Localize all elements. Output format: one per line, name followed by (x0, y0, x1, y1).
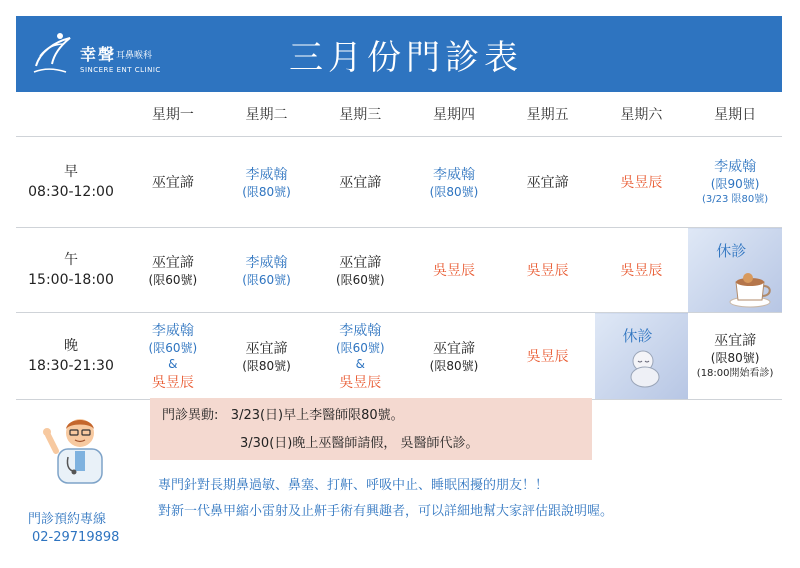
doctor-name: 巫宜諦 (526, 175, 569, 191)
patient-limit: (3/23 限80號) (702, 194, 769, 205)
patient-limit: (限80號) (429, 359, 479, 373)
notice-line-1 (162, 404, 404, 423)
doctor-cell (501, 137, 595, 228)
patient-limit: (限80號) (242, 185, 291, 199)
notice-text-1: 3/23(日)早上李醫師限80號。 (230, 408, 404, 423)
doctor-cell (220, 228, 314, 313)
closed-cell (688, 228, 782, 313)
patient-limit: (限80號) (710, 351, 760, 365)
doctor-name: 吳昱辰 (526, 263, 569, 279)
booking-hotline-label: 門診預約專線 (28, 512, 107, 527)
day-header: 星期四 (407, 92, 501, 137)
sleeping-baby-icon (625, 347, 665, 389)
doctor-name: 李威翰 (339, 323, 382, 339)
closed-label: 休診 (622, 327, 653, 345)
clinic-logo (30, 26, 190, 82)
time-slot-cell (16, 137, 126, 228)
doctor-cell (220, 313, 314, 400)
patient-limit: (18:00開始看診) (696, 368, 774, 379)
doctor-name: 吳昱辰 (620, 263, 663, 279)
doctor-cell (501, 313, 595, 400)
coffee-cup-icon (728, 268, 774, 308)
patient-limit: (限60號) (242, 273, 291, 287)
day-header: 星期二 (220, 92, 314, 137)
doctor-cell (407, 228, 501, 313)
doctor-name: 巫宜諦 (432, 341, 475, 357)
day-header: 星期六 (595, 92, 689, 137)
doctor-name: 吳昱辰 (432, 263, 475, 279)
doctor-name: 巫宜諦 (339, 175, 382, 191)
period-label: 早 (64, 164, 78, 180)
doctor-name: 李威翰 (245, 255, 288, 271)
doctor-name: 李威翰 (714, 159, 757, 175)
doctor-name: 李威翰 (245, 167, 288, 183)
patient-limit: (限60號) (335, 341, 385, 355)
time-range: 08:30-12:00 (28, 184, 114, 200)
doctor-cell (688, 137, 782, 228)
day-header: 星期日 (688, 92, 782, 137)
doctor-name: 吳昱辰 (526, 349, 569, 365)
doctor-cell (126, 137, 220, 228)
doctor-illustration-icon (40, 405, 120, 485)
doctor-name: 巫宜諦 (245, 341, 288, 357)
doctor-cell (313, 313, 407, 400)
time-slot-cell (16, 228, 126, 313)
page-title: 三月份門診表 (289, 38, 523, 78)
doctor-cell (595, 137, 689, 228)
day-header-row (16, 92, 782, 137)
schedule-row (16, 137, 782, 228)
booking-phone-number[interactable]: 02-29719898 (32, 530, 120, 545)
patient-limit: (限60號) (148, 341, 198, 355)
doctor-name: 巫宜諦 (714, 333, 757, 349)
closed-label: 休診 (716, 242, 747, 260)
doctor-name: 李威翰 (151, 323, 194, 339)
patient-limit: (限60號) (335, 273, 385, 287)
schedule-row (16, 313, 782, 400)
doctor-name: 巫宜諦 (151, 175, 194, 191)
doctor-cell (407, 137, 501, 228)
time-range: 18:30-21:30 (28, 358, 114, 374)
doctor-cell (313, 228, 407, 313)
notice-label: 門診異動: (162, 408, 219, 423)
day-header: 星期五 (501, 92, 595, 137)
promo-line-2: 對新一代鼻甲縮小雷射及止鼾手術有興趣者，可以詳細地幫大家評估跟說明喔。 (158, 504, 614, 519)
day-header: 星期一 (126, 92, 220, 137)
doctor-name: 李威翰 (432, 167, 475, 183)
period-label: 晚 (64, 338, 78, 354)
closed-cell (595, 313, 689, 400)
doctor-cell (220, 137, 314, 228)
header-banner (16, 16, 782, 92)
ampersand: & (355, 357, 365, 371)
doctor-cell (501, 228, 595, 313)
doctor-name: 巫宜諦 (339, 255, 382, 271)
time-range: 15:00-18:00 (28, 272, 114, 288)
promo-line-1: 專門針對長期鼻過敏、鼻塞、打鼾、呼吸中止、睡眠困擾的朋友！！ (158, 478, 549, 493)
time-slot-cell (16, 313, 126, 400)
day-header: 星期三 (313, 92, 407, 137)
notice-text-2: 3/30(日)晚上巫醫師請假， 吳醫師代診。 (240, 436, 479, 451)
patient-limit: (限60號) (148, 273, 198, 287)
clinic-subtitle: 耳鼻喉科 (116, 51, 153, 61)
schedule-row (16, 228, 782, 313)
doctor-cell (126, 228, 220, 313)
doctor-name: 吳昱辰 (620, 175, 663, 191)
corner-cell (16, 92, 126, 137)
doctor-cell (595, 228, 689, 313)
doctor-cell (126, 313, 220, 400)
bird-logo-icon (30, 28, 74, 78)
schedule-change-notice (150, 398, 592, 460)
schedule-table (16, 92, 782, 400)
doctor-cell (688, 313, 782, 400)
clinic-english-name: SINCERE ENT CLINIC (80, 66, 161, 74)
doctor-name: 巫宜諦 (151, 255, 194, 271)
doctor-cell (313, 137, 407, 228)
ampersand: & (168, 357, 178, 371)
patient-limit: (限80號) (242, 359, 291, 373)
clinic-name: 幸聲 (80, 45, 117, 64)
patient-limit: (限80號) (429, 185, 479, 199)
period-label: 午 (64, 252, 78, 268)
doctor-cell (407, 313, 501, 400)
patient-limit: (限90號) (710, 177, 760, 191)
doctor-name: 吳昱辰 (151, 375, 194, 391)
doctor-name: 吳昱辰 (339, 375, 382, 391)
